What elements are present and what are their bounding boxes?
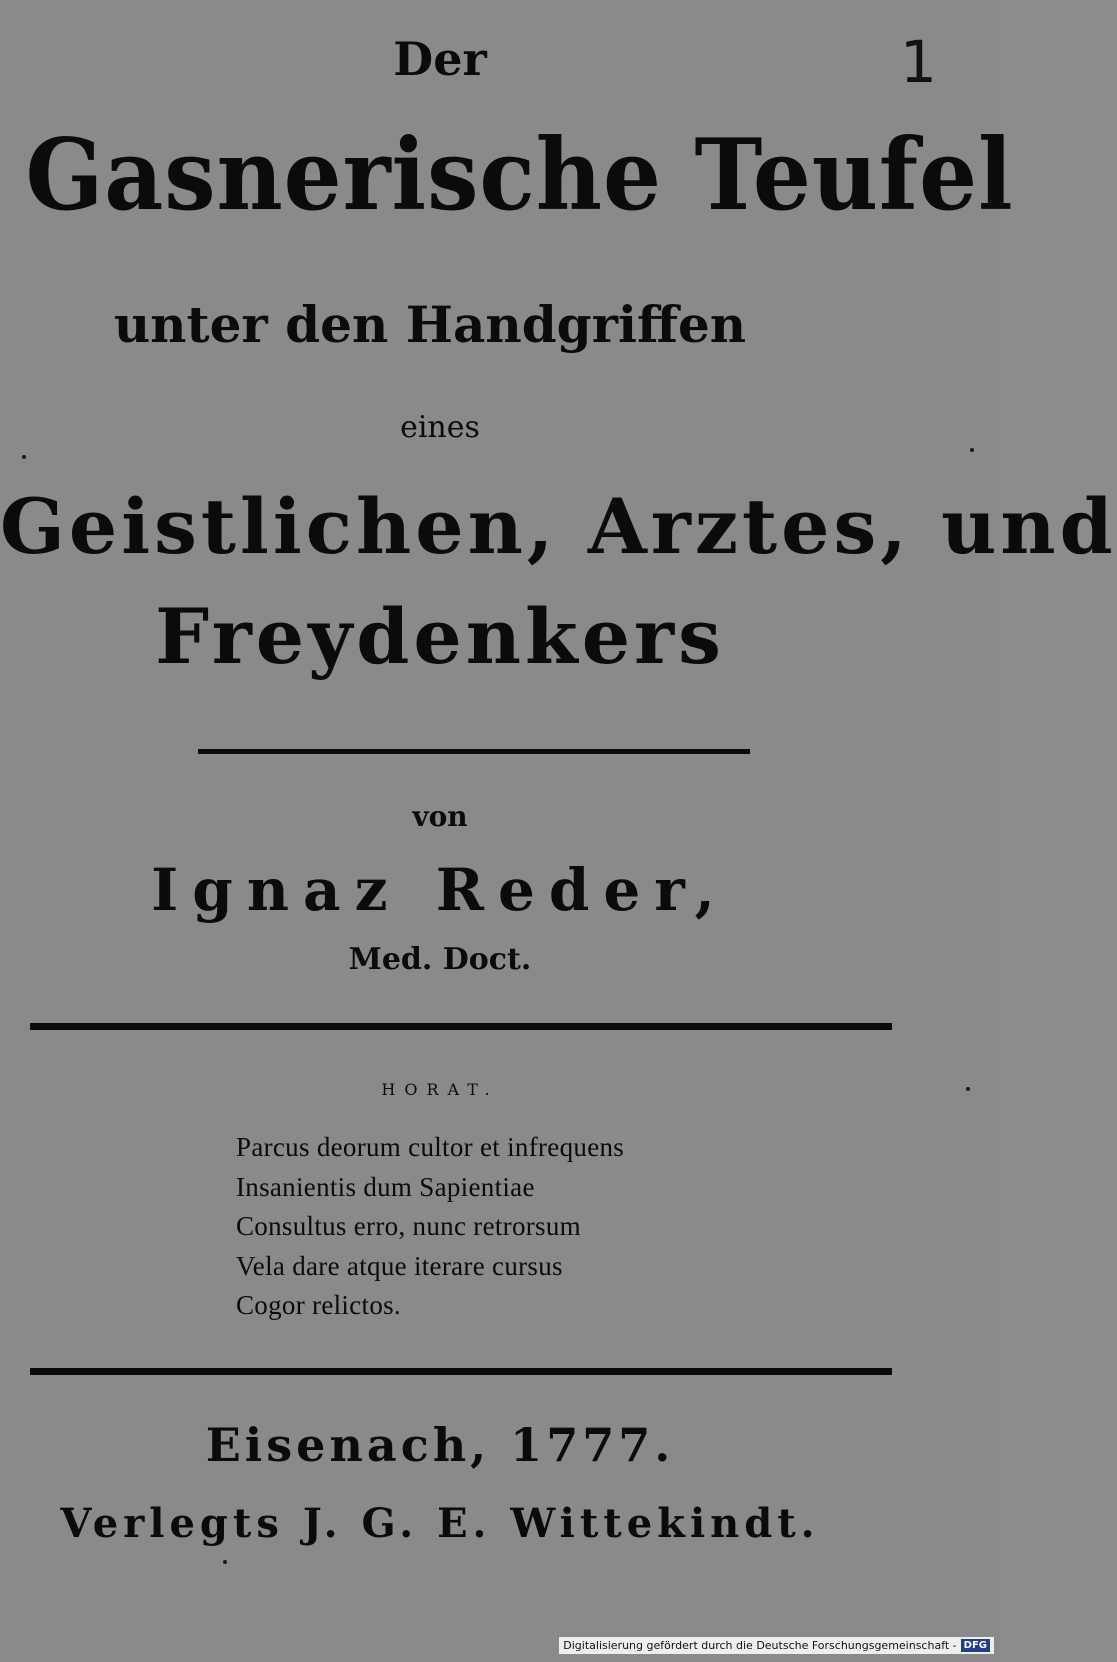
subtitle-line-2: eines [400, 410, 480, 445]
epigraph-line: Consultus erro, nunc retrorsum [236, 1211, 581, 1241]
scan-speck [223, 1560, 227, 1564]
page-title: Gasnerische Teufel [25, 118, 1014, 233]
handwritten-page-number: 1 [900, 28, 937, 96]
epigraph-source: HORAT. [381, 1080, 499, 1099]
dfg-logo-icon: DFG [961, 1639, 990, 1652]
divider-rule-short [198, 749, 750, 754]
scan-speck [22, 455, 26, 459]
epigraph [236, 1128, 624, 1326]
epigraph-line: Cogor relictos. [236, 1290, 401, 1320]
divider-rule-lower [30, 1368, 892, 1375]
title-article: Der [393, 32, 487, 86]
scan-speck [966, 1087, 970, 1091]
digitization-credit [559, 1637, 994, 1654]
author-name: Ignaz Reder, [151, 856, 729, 924]
divider-rule-upper [30, 1023, 892, 1030]
scan-speck [970, 448, 974, 452]
subtitle-line-1: unter den Handgriffen [113, 295, 747, 354]
subtitle-line-3: Geistlichen, Arztes, und [0, 482, 1117, 571]
epigraph-line: Vela dare atque iterare cursus [236, 1250, 563, 1281]
imprint-publisher: Verlegts J. G. E. Wittekindt. [60, 1500, 820, 1547]
author-degree: Med. Doct. [348, 942, 532, 977]
epigraph-line: Parcus deorum cultor et infrequens [236, 1132, 625, 1162]
subtitle-line-4: Freydenkers [155, 592, 725, 681]
credit-text: Digitalisierung gefördert durch die Deutsche Forschungsgemeinschaft - [563, 1639, 957, 1652]
author-by: von [412, 800, 468, 833]
epigraph-line: Insanientis dum Sapientiae [236, 1171, 535, 1202]
imprint-place: Eisenach, 1777. [205, 1418, 675, 1472]
